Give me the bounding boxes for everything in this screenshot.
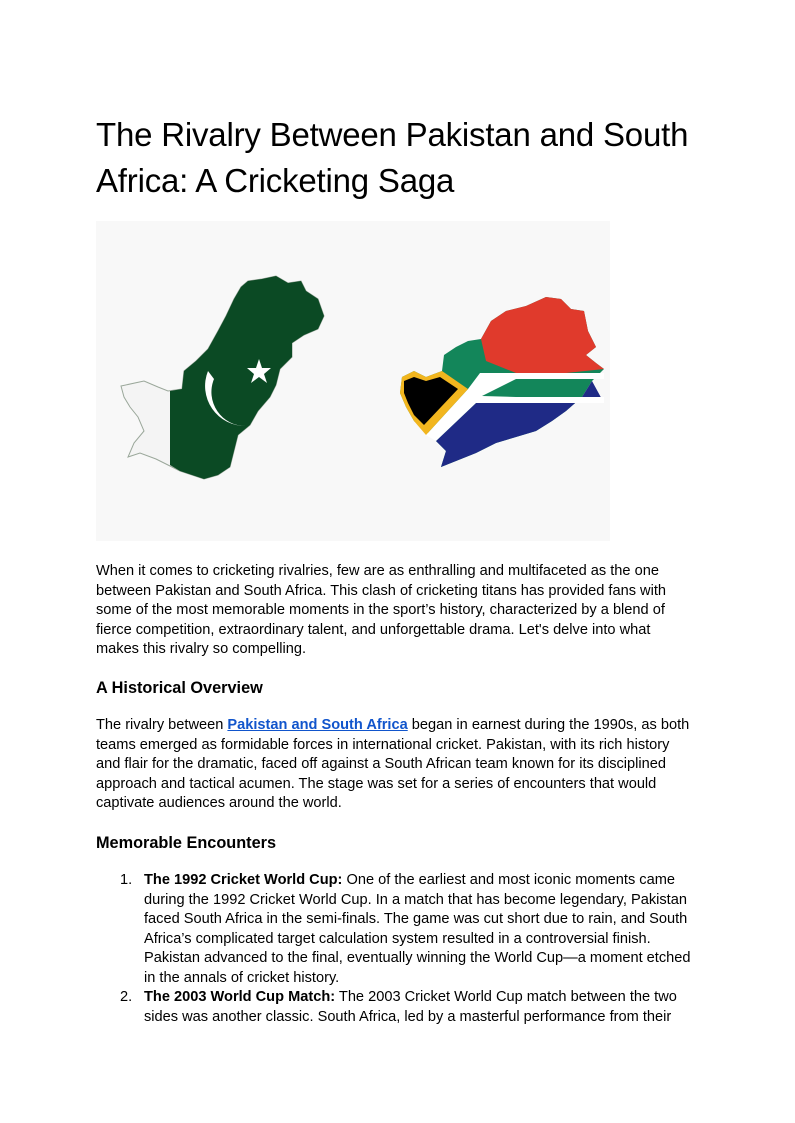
list-item xyxy=(96,988,696,1027)
memorable-encounters-heading: Memorable Encounters xyxy=(96,834,277,852)
pakistan-flag-map xyxy=(121,276,324,479)
intro-paragraph: When it comes to cricketing rivalries, few are as enthralling and multifaceted as the one between Pakistan and South Africa. This clash of cricketing titans has provided fans with some of the most memorable moments in the sport’s history, characterized by a blend of fierce competition, extraordinary talent, and unforgettable drama. Let's delve into what makes this rivalry so compelling. xyxy=(96,563,667,657)
memorable-encounters-list xyxy=(96,871,696,1027)
historical-text-after: began in earnest during the 1990s, as both teams emerged as formidable forces in international cricket. Pakistan, with its rich history and flair for the dramatic, faced off against a South African team known for its disciplined approach and tactical acumen. The stage was set for a series of encounters that would captivate audiences around the world. xyxy=(96,717,690,811)
list-item-title: The 1992 Cricket World Cup: xyxy=(144,872,343,888)
pakistan-south-africa-link[interactable]: Pakistan and South Africa xyxy=(227,717,408,733)
flag-maps-image xyxy=(96,221,610,541)
south-africa-flag-map xyxy=(400,297,604,467)
page-title: The Rivalry Between Pakistan and South Africa: A Cricketing Saga xyxy=(96,116,689,199)
historical-overview-heading: A Historical Overview xyxy=(96,679,263,697)
list-item-number: 2. xyxy=(120,989,133,1005)
list-item-text: The 2003 Cricket World Cup match between the two sides was another classic. South Africa, led by a masterful performance from their xyxy=(144,989,677,1025)
historical-text-before: The rivalry between xyxy=(96,717,228,733)
list-item xyxy=(96,871,696,988)
list-item-text: One of the earliest and most iconic moments came during the 1992 Cricket World Cup. In a match that has become legendary, Pakistan faced South Africa in the semi-finals. The game was cut short due to rain, and South Africa’s complicated target calculation system resulted in a controversial finish. Pakistan advanced to the final, eventually winning the World Cup—a moment etched in the annals of cricket history. xyxy=(144,872,691,986)
list-item-title: The 2003 World Cup Match: xyxy=(144,989,336,1005)
list-item-number: 1. xyxy=(120,872,133,888)
historical-overview-paragraph xyxy=(96,716,696,814)
